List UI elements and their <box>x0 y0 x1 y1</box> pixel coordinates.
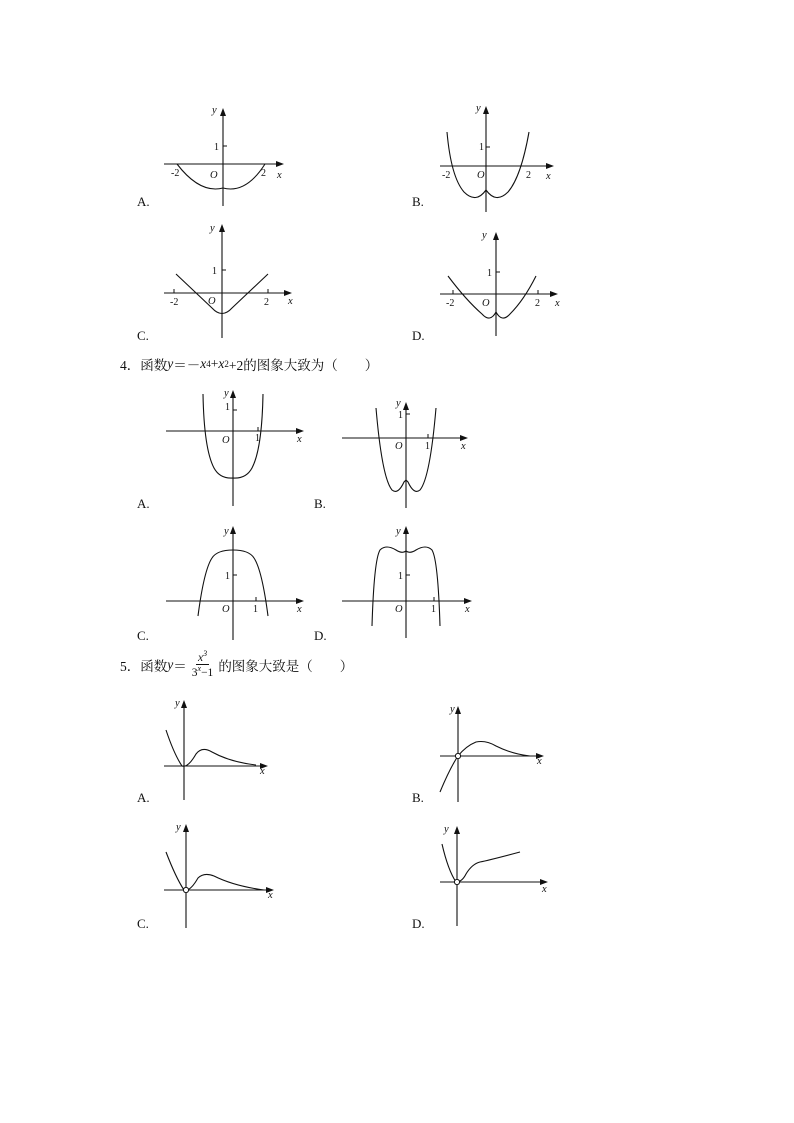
question-4-eq: ＝－ <box>173 358 201 373</box>
q4-graph-c <box>162 520 312 642</box>
x-label: x <box>537 756 542 767</box>
x-label: x <box>260 766 265 777</box>
q5-option-c: C. <box>137 916 149 931</box>
q3-graph-a <box>160 102 290 208</box>
question-5-number: 5． <box>120 658 141 674</box>
question-4-x1: x <box>200 356 207 371</box>
q5-option-d: D. <box>412 916 425 931</box>
origin-label: O <box>222 435 230 446</box>
origin-label: O <box>395 604 403 615</box>
x-label: x <box>288 296 293 307</box>
y-label: y <box>224 526 229 537</box>
one-label: 1 <box>214 142 219 153</box>
q5-graph-c <box>160 816 290 930</box>
question-4-plus1: + <box>210 356 219 371</box>
q4-option-b: B. <box>314 496 326 511</box>
origin-label: O <box>482 298 490 309</box>
num-pow: 3 <box>203 649 208 658</box>
origin-label: O <box>210 170 218 181</box>
question-5-var: y <box>167 656 174 672</box>
question-5-prefix: 函数 <box>140 658 168 674</box>
y-arrow-icon <box>403 402 409 410</box>
question-4-number: 4． <box>120 358 141 373</box>
x-label: x <box>277 170 282 181</box>
y-label: y <box>444 824 449 835</box>
q4-graph-a-svg <box>162 384 312 508</box>
neg-two-label: -2 <box>170 297 179 308</box>
q3-graph-c <box>160 218 300 340</box>
origin-label: O <box>477 170 485 181</box>
y-arrow-icon <box>454 826 460 834</box>
q3-option-a: A. <box>137 194 150 209</box>
y-label: y <box>210 223 215 234</box>
y-arrow-icon <box>230 526 236 534</box>
x-one-label: 1 <box>431 604 436 615</box>
q5-option-a: A. <box>137 790 150 805</box>
q5-graph-b-svg <box>436 700 556 804</box>
x-label: x <box>555 298 560 309</box>
open-point-icon <box>455 753 460 758</box>
one-label: 1 <box>212 266 217 277</box>
q5-graph-b <box>436 700 556 804</box>
two-label: 2 <box>264 297 269 308</box>
one-label: 1 <box>225 402 230 413</box>
den-pow: x <box>197 664 202 674</box>
neg-two-label: -2 <box>442 170 451 181</box>
q3-option-d: D. <box>412 328 425 343</box>
q5-graph-a-svg <box>160 692 290 802</box>
x-label: x <box>268 890 273 901</box>
two-label: 2 <box>535 298 540 309</box>
y-arrow-icon <box>403 526 409 534</box>
x-label: x <box>465 604 470 615</box>
y-label: y <box>396 526 401 537</box>
question-4-stem <box>120 354 378 374</box>
x-label: x <box>542 884 547 895</box>
y-arrow-icon <box>181 700 187 708</box>
q4-graph-b-svg <box>338 398 478 510</box>
num-base: x <box>197 651 204 664</box>
question-4-prefix: 函数 <box>140 358 168 373</box>
neg-two-label: -2 <box>446 298 455 309</box>
q4-graph-d-svg <box>338 520 482 640</box>
q5-option-b: B. <box>412 790 424 805</box>
one-label: 1 <box>398 571 403 582</box>
curve <box>448 276 536 318</box>
one-label: 1 <box>479 142 484 153</box>
question-4-var: y <box>167 356 174 371</box>
q5-graph-d <box>436 820 560 930</box>
one-label: 1 <box>225 571 230 582</box>
origin-label: O <box>222 604 230 615</box>
origin-label: O <box>208 296 216 307</box>
q4-option-d: D. <box>314 628 327 643</box>
y-label: y <box>476 103 481 114</box>
q5-graph-c-svg <box>160 816 290 930</box>
x-one-label: 1 <box>255 433 260 444</box>
question-5-eq: ＝ <box>173 658 187 674</box>
den-base: 3 <box>191 667 198 680</box>
x-arrow-icon <box>550 291 558 297</box>
question-4-rest: +2的图象大致为（ ） <box>228 358 379 373</box>
question-4-pow1: 4 <box>206 359 211 369</box>
question-4-pow2: 2 <box>224 359 229 369</box>
q3-option-c: C. <box>137 328 149 343</box>
q3-option-b: B. <box>412 194 424 209</box>
y-arrow-icon <box>219 224 225 232</box>
y-label: y <box>175 698 180 709</box>
open-point-icon <box>454 879 459 884</box>
q3-graph-a-svg <box>160 102 290 208</box>
question-5-fraction <box>190 650 216 680</box>
question-5-stem <box>120 650 353 680</box>
origin-label: O <box>395 441 403 452</box>
y-label: y <box>212 105 217 116</box>
y-arrow-icon <box>455 706 461 714</box>
curve <box>166 852 264 890</box>
q4-graph-a <box>162 384 312 508</box>
x-label: x <box>546 171 551 182</box>
curve <box>166 730 256 766</box>
fraction-numerator <box>196 650 209 665</box>
one-label: 1 <box>487 268 492 279</box>
x-label: x <box>461 441 466 452</box>
q5-graph-a <box>160 692 290 802</box>
q4-graph-d <box>338 520 482 640</box>
q3-graph-b <box>436 102 566 214</box>
curve <box>440 742 530 793</box>
den-rest: −1 <box>201 667 214 680</box>
q4-option-c: C. <box>137 628 149 643</box>
q4-graph-c-svg <box>162 520 312 642</box>
fraction-denominator <box>190 665 216 679</box>
question-4-x2: x <box>218 356 225 371</box>
y-label: y <box>482 230 487 241</box>
y-arrow-icon <box>493 232 499 240</box>
x-one-label: 1 <box>253 604 258 615</box>
y-arrow-icon <box>230 390 236 398</box>
one-label: 1 <box>398 410 403 421</box>
two-label: 2 <box>526 170 531 181</box>
x-label: x <box>297 604 302 615</box>
q4-graph-b <box>338 398 478 510</box>
y-label: y <box>396 398 401 409</box>
question-5-rest: 的图象大致是（ ） <box>218 658 354 674</box>
q3-graph-d <box>436 226 570 338</box>
curve <box>442 844 520 882</box>
q4-option-a: A. <box>137 496 150 511</box>
y-arrow-icon <box>483 106 489 114</box>
q5-graph-d-svg <box>436 820 560 930</box>
q3-graph-d-svg <box>436 226 570 338</box>
x-label: x <box>297 434 302 445</box>
y-label: y <box>176 822 181 833</box>
q3-graph-c-svg <box>160 218 300 340</box>
open-point-icon <box>183 887 188 892</box>
y-label: y <box>450 704 455 715</box>
two-label: 2 <box>261 168 266 179</box>
y-arrow-icon <box>220 108 226 116</box>
y-label: y <box>224 388 229 399</box>
neg-two-label: -2 <box>171 168 180 179</box>
x-arrow-icon <box>546 163 554 169</box>
curve <box>447 132 529 198</box>
q3-graph-b-svg <box>436 102 566 214</box>
y-arrow-icon <box>183 824 189 832</box>
x-one-label: 1 <box>425 441 430 452</box>
